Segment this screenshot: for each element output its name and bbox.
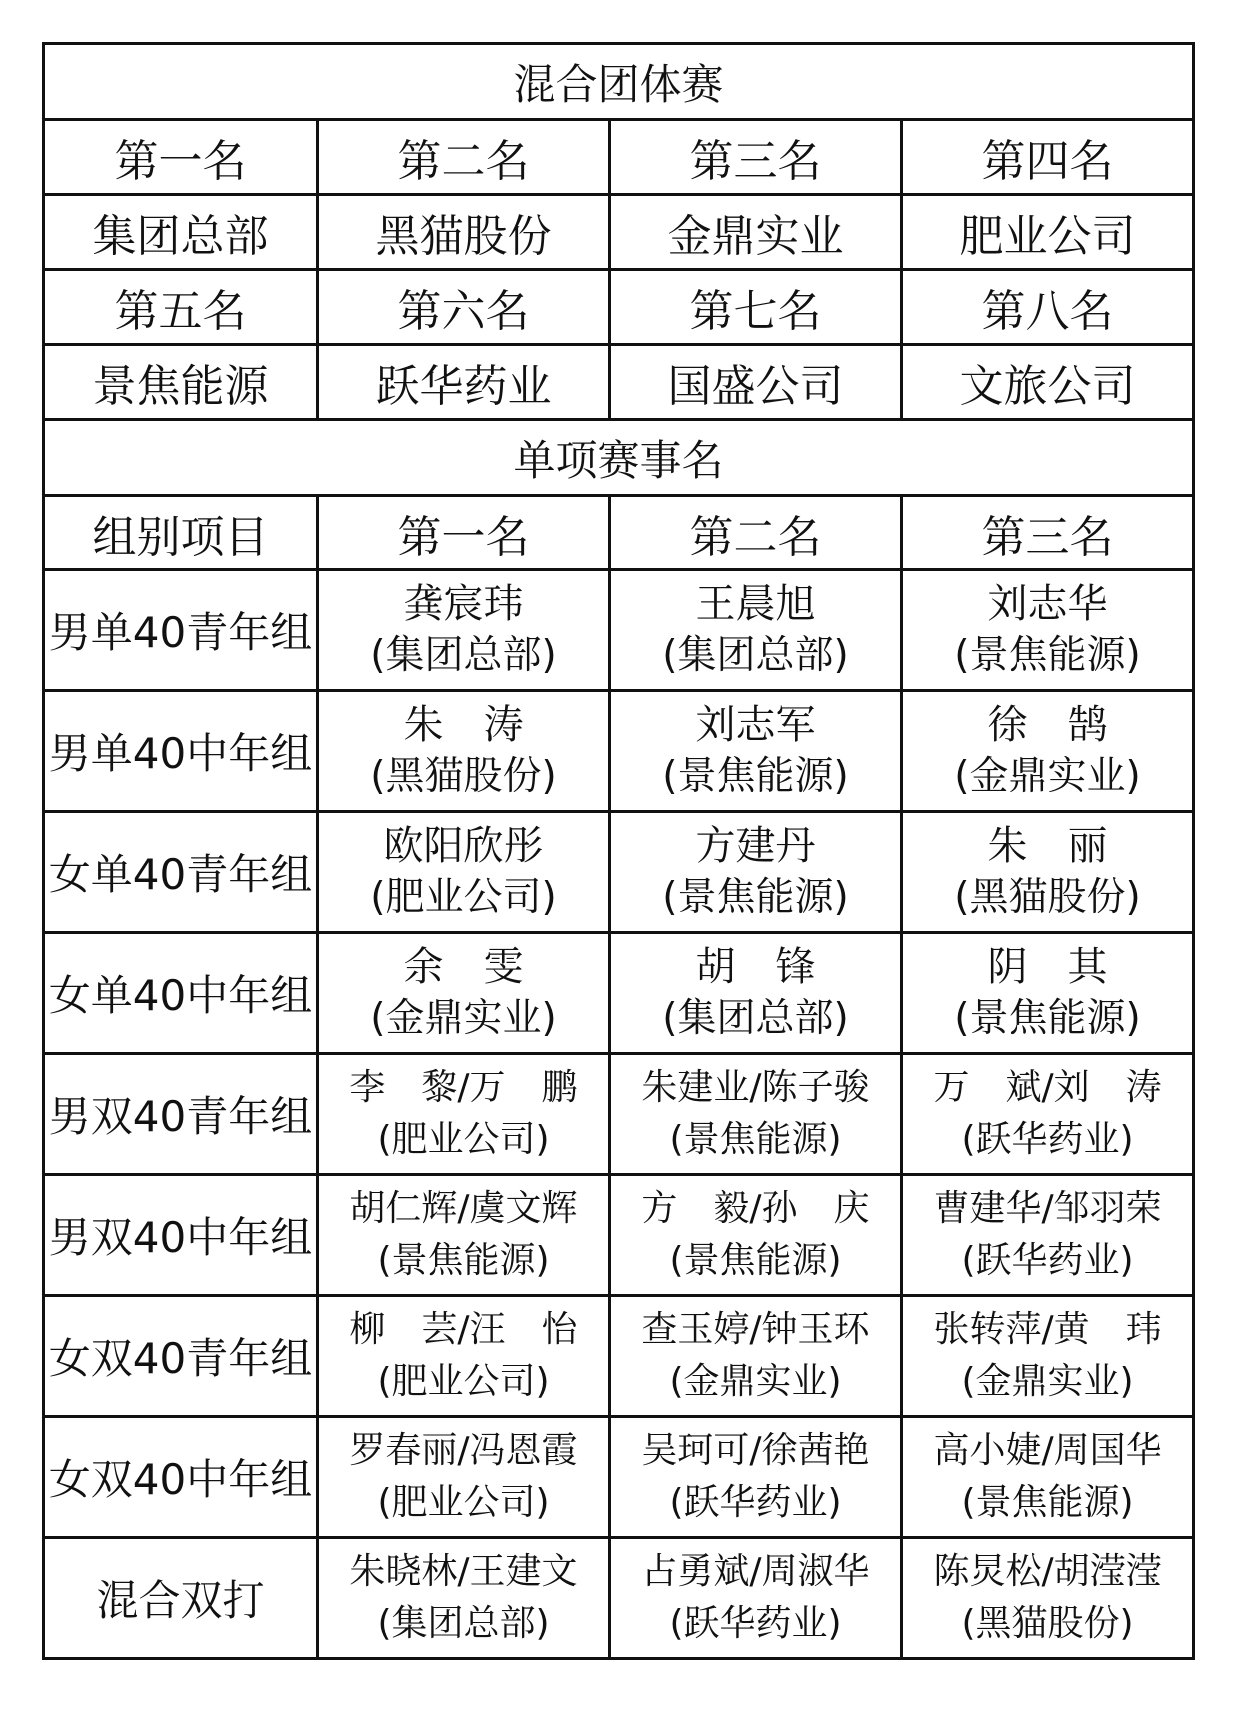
player-name: 罗春丽/冯恩霞	[349, 1430, 578, 1471]
place-cell	[902, 933, 1194, 1054]
event-category: 女双40青年组	[44, 1296, 318, 1417]
player-name: 万 斌/刘 涛	[933, 1067, 1162, 1108]
player-team: (集团总部)	[662, 996, 849, 1041]
team-name: 金鼎实业	[610, 195, 902, 270]
place-cell	[318, 691, 610, 812]
player-team: (景焦能源)	[662, 875, 849, 920]
results-table	[42, 42, 1195, 1660]
result-row	[44, 691, 1194, 812]
place-cell	[318, 812, 610, 933]
column-header-second: 第二名	[610, 496, 902, 570]
team-name: 景焦能源	[44, 345, 318, 420]
team-result-row	[44, 195, 1194, 270]
event-category: 男单40青年组	[44, 570, 318, 691]
player-team: (肥业公司)	[377, 1119, 550, 1160]
result-row	[44, 1417, 1194, 1538]
place-cell	[902, 1538, 1194, 1659]
player-team: (景焦能源)	[377, 1240, 550, 1281]
player-team: (景焦能源)	[954, 996, 1141, 1041]
place-cell	[902, 570, 1194, 691]
player-name: 高小婕/周国华	[933, 1430, 1162, 1471]
team-section-title-row	[44, 44, 1194, 120]
player-team: (金鼎实业)	[954, 754, 1141, 799]
column-header-category: 组别项目	[44, 496, 318, 570]
place-cell	[902, 1054, 1194, 1175]
player-name: 朱 丽	[987, 823, 1108, 869]
player-name: 李 黎/万 鹏	[349, 1067, 578, 1108]
team-name: 肥业公司	[902, 195, 1194, 270]
rank-label: 第七名	[610, 270, 902, 345]
player-name: 刘志华	[987, 581, 1108, 627]
player-team: (集团总部)	[370, 633, 557, 678]
player-team: (跃华药业)	[669, 1603, 842, 1644]
rank-label: 第三名	[610, 120, 902, 195]
player-team: (景焦能源)	[669, 1240, 842, 1281]
place-cell	[318, 570, 610, 691]
player-name: 朱 涛	[403, 702, 524, 748]
place-cell	[610, 1296, 902, 1417]
player-team: (金鼎实业)	[961, 1361, 1134, 1402]
player-name: 陈炅松/胡滢滢	[933, 1551, 1162, 1592]
player-name: 阴 其	[987, 944, 1108, 990]
player-team: (景焦能源)	[961, 1482, 1134, 1523]
place-cell	[610, 570, 902, 691]
place-cell	[610, 812, 902, 933]
player-name: 朱晓林/王建文	[349, 1551, 578, 1592]
event-category: 男单40中年组	[44, 691, 318, 812]
team-section-title: 混合团体赛	[44, 44, 1194, 120]
player-name: 王晨旭	[695, 581, 816, 627]
rank-label: 第五名	[44, 270, 318, 345]
place-cell	[902, 691, 1194, 812]
team-name: 集团总部	[44, 195, 318, 270]
player-team: (集团总部)	[377, 1603, 550, 1644]
result-row	[44, 812, 1194, 933]
place-cell	[610, 1417, 902, 1538]
single-header-row	[44, 496, 1194, 570]
single-section-title-row	[44, 420, 1194, 496]
result-row	[44, 1175, 1194, 1296]
place-cell	[902, 1175, 1194, 1296]
single-section-title: 单项赛事名	[44, 420, 1194, 496]
place-cell	[610, 1538, 902, 1659]
player-name: 占勇斌/周淑华	[641, 1551, 870, 1592]
result-row	[44, 1054, 1194, 1175]
place-cell	[610, 691, 902, 812]
rank-label-row	[44, 120, 1194, 195]
event-category: 男双40中年组	[44, 1175, 318, 1296]
player-team: (金鼎实业)	[669, 1361, 842, 1402]
player-name: 曹建华/邹羽荣	[933, 1188, 1162, 1229]
result-row	[44, 1538, 1194, 1659]
place-cell	[902, 1417, 1194, 1538]
player-name: 方建丹	[695, 823, 816, 869]
player-team: (集团总部)	[662, 633, 849, 678]
event-category: 混合双打	[44, 1538, 318, 1659]
player-name: 徐 鹄	[987, 702, 1108, 748]
rank-label-row	[44, 270, 1194, 345]
column-header-first: 第一名	[318, 496, 610, 570]
player-team: (跃华药业)	[669, 1482, 842, 1523]
player-name: 龚宸玮	[403, 581, 524, 627]
rank-label: 第二名	[318, 120, 610, 195]
player-team: (景焦能源)	[669, 1119, 842, 1160]
player-team: (景焦能源)	[662, 754, 849, 799]
single-results-body	[44, 570, 1194, 1659]
place-cell	[610, 933, 902, 1054]
event-category: 女双40中年组	[44, 1417, 318, 1538]
event-category: 女单40中年组	[44, 933, 318, 1054]
result-row	[44, 570, 1194, 691]
team-result-row	[44, 345, 1194, 420]
player-team: (肥业公司)	[377, 1361, 550, 1402]
result-row	[44, 1296, 1194, 1417]
place-cell	[318, 1054, 610, 1175]
place-cell	[318, 1538, 610, 1659]
player-name: 余 雯	[403, 944, 524, 990]
rank-label: 第八名	[902, 270, 1194, 345]
player-team: (肥业公司)	[370, 875, 557, 920]
player-name: 朱建业/陈子骏	[641, 1067, 870, 1108]
player-team: (跃华药业)	[961, 1240, 1134, 1281]
place-cell	[902, 1296, 1194, 1417]
place-cell	[610, 1175, 902, 1296]
place-cell	[318, 1417, 610, 1538]
player-team: (黑猫股份)	[961, 1603, 1134, 1644]
team-name: 跃华药业	[318, 345, 610, 420]
player-name: 欧阳欣彤	[383, 823, 544, 869]
place-cell	[610, 1054, 902, 1175]
event-category: 男双40青年组	[44, 1054, 318, 1175]
player-team: (跃华药业)	[961, 1119, 1134, 1160]
team-name: 国盛公司	[610, 345, 902, 420]
player-team: (黑猫股份)	[954, 875, 1141, 920]
column-header-third: 第三名	[902, 496, 1194, 570]
place-cell	[318, 933, 610, 1054]
rank-label: 第一名	[44, 120, 318, 195]
player-name: 胡仁辉/虞文辉	[349, 1188, 578, 1229]
player-name: 柳 芸/汪 怡	[349, 1309, 578, 1350]
player-team: (肥业公司)	[377, 1482, 550, 1523]
player-team: (金鼎实业)	[370, 996, 557, 1041]
player-name: 胡 锋	[695, 944, 816, 990]
player-team: (黑猫股份)	[370, 754, 557, 799]
player-name: 张转萍/黄 玮	[933, 1309, 1162, 1350]
team-name: 黑猫股份	[318, 195, 610, 270]
player-name: 查玉婷/钟玉环	[641, 1309, 870, 1350]
rank-label: 第六名	[318, 270, 610, 345]
event-category: 女单40青年组	[44, 812, 318, 933]
place-cell	[318, 1175, 610, 1296]
place-cell	[318, 1296, 610, 1417]
player-name: 刘志军	[695, 702, 816, 748]
player-name: 方 毅/孙 庆	[641, 1188, 870, 1229]
player-name: 吴珂可/徐茜艳	[641, 1430, 870, 1471]
team-name: 文旅公司	[902, 345, 1194, 420]
player-team: (景焦能源)	[954, 633, 1141, 678]
result-row	[44, 933, 1194, 1054]
place-cell	[902, 812, 1194, 933]
rank-label: 第四名	[902, 120, 1194, 195]
